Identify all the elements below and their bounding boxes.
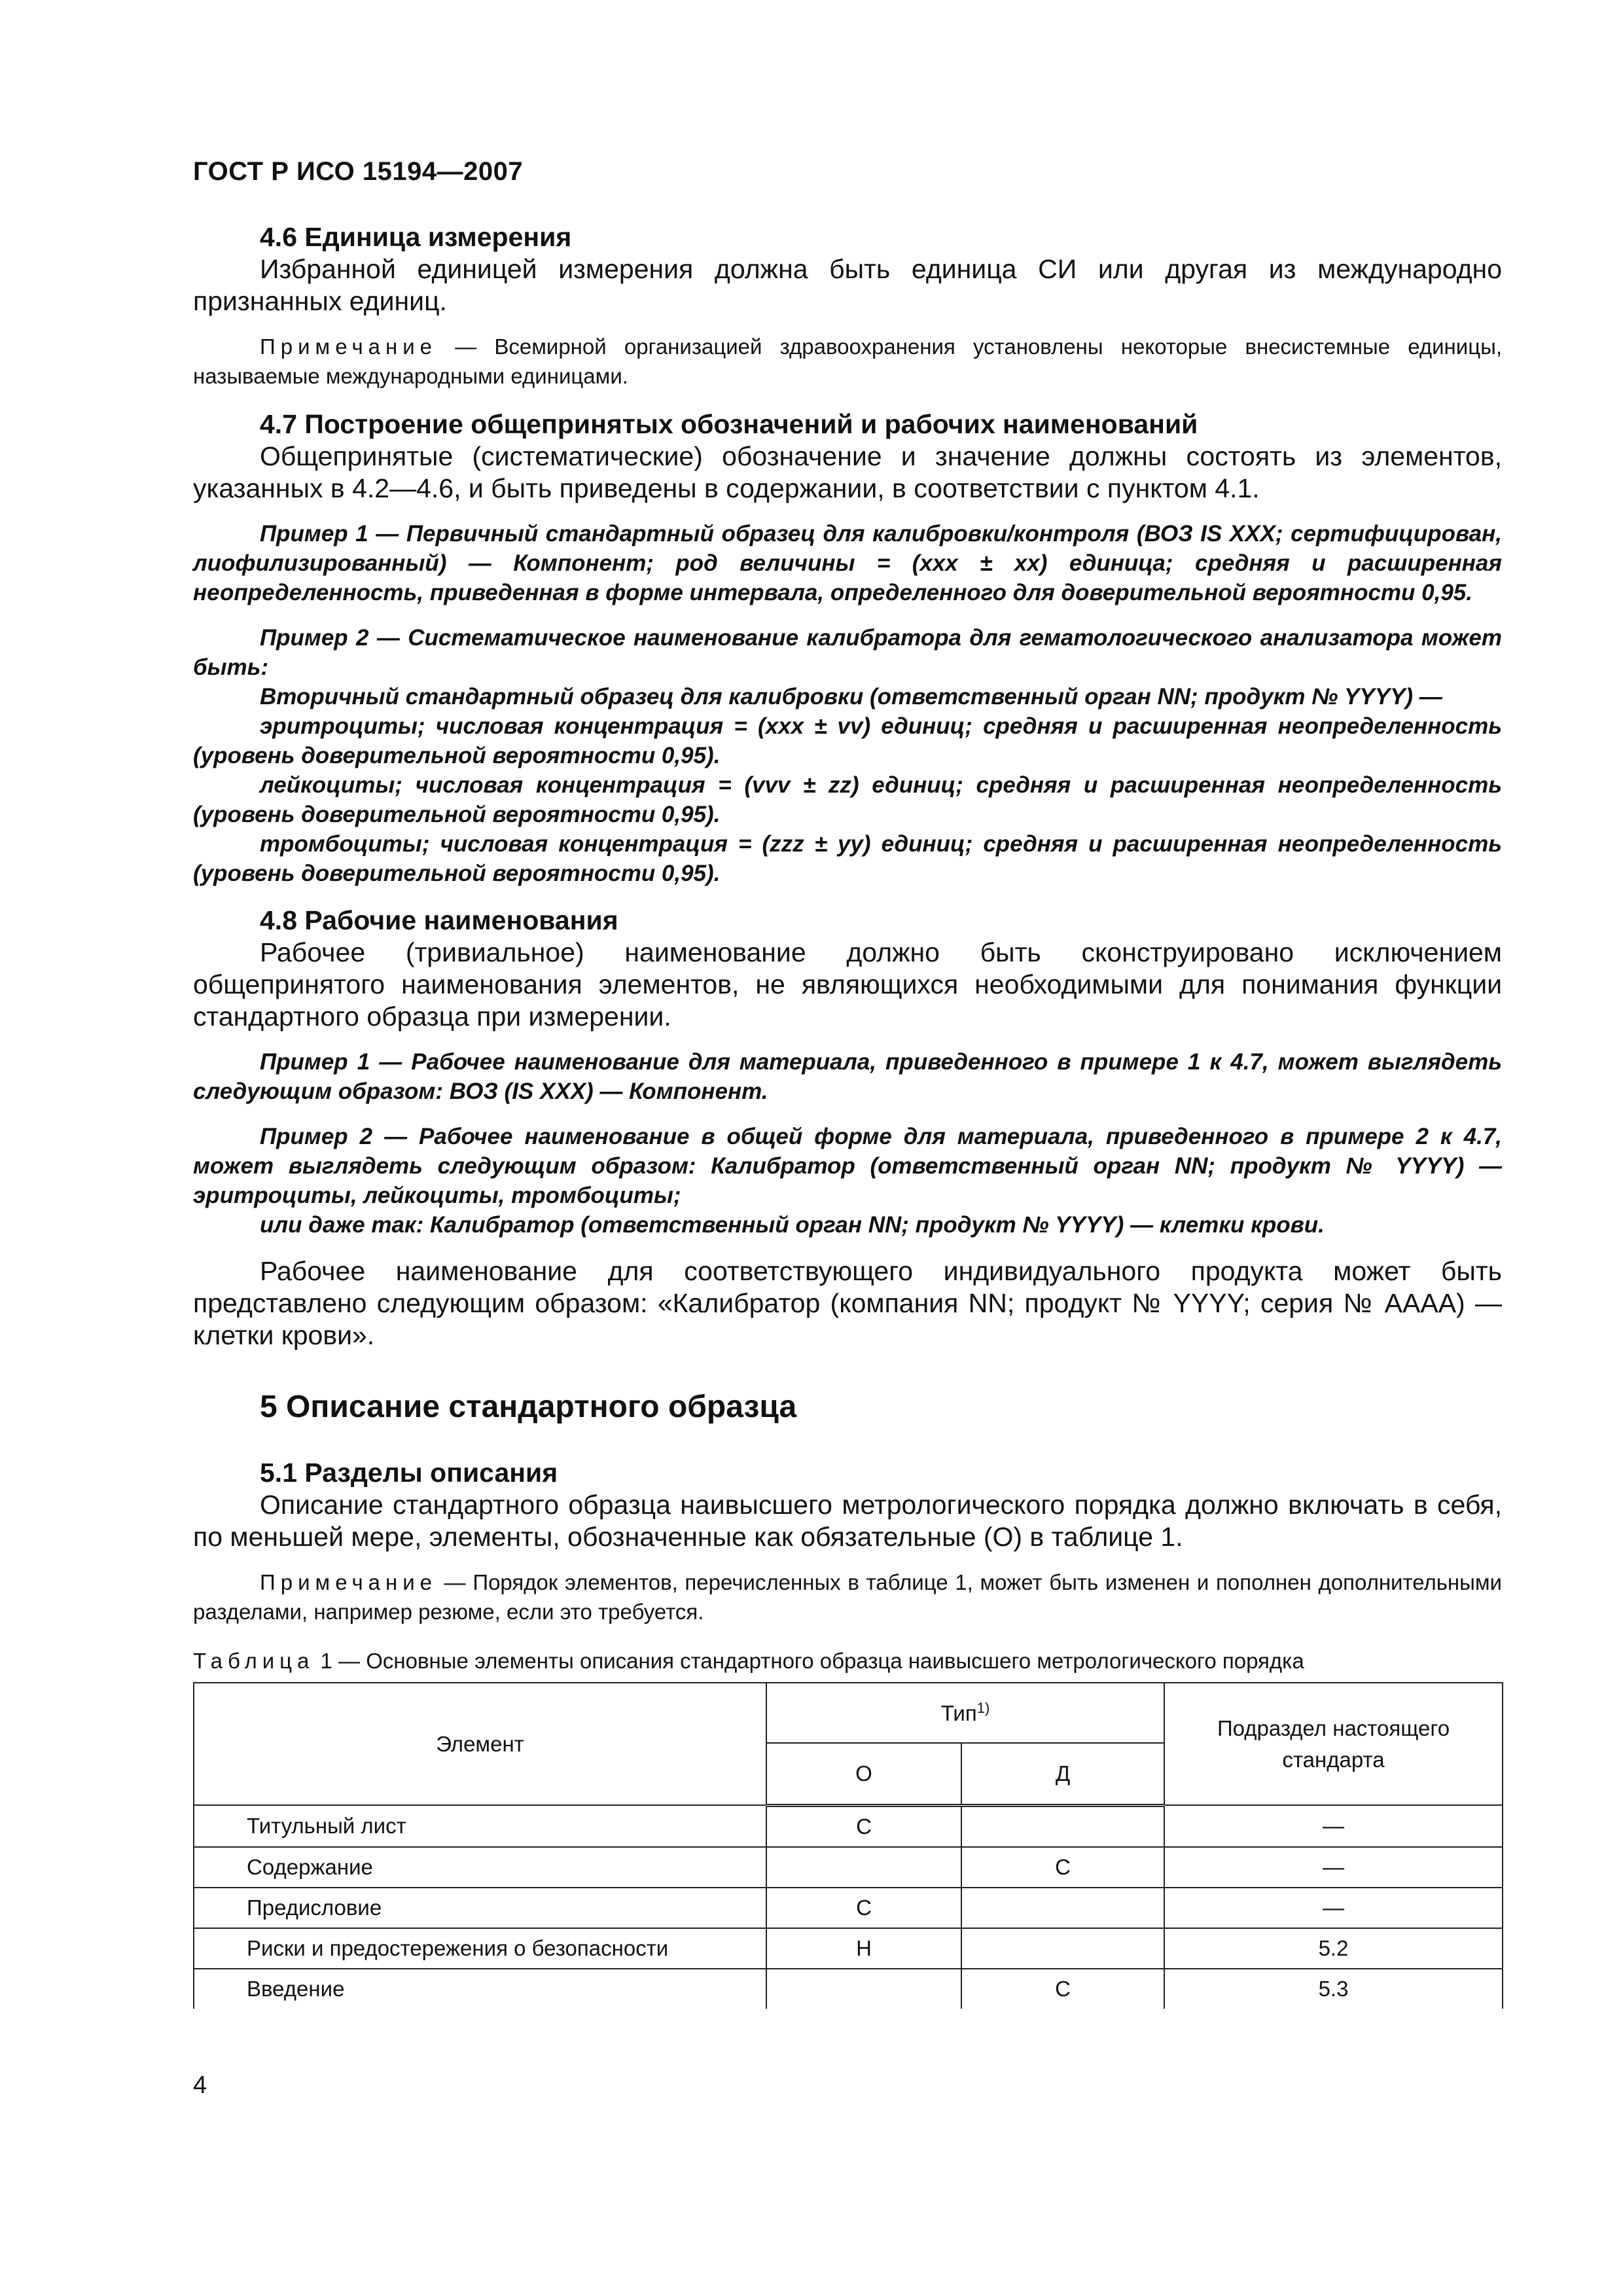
section-4-8-paragraph: Рабочее (тривиальное) наименование должно быть сконструировано исключением общепринятого наименования элементов, не являющихся необходимыми для понимания функции стандартного образца при измерении. (193, 937, 1502, 1031)
cell-o (766, 1847, 961, 1888)
table-row (194, 1969, 1503, 2009)
table-row (194, 1928, 1503, 1969)
section-4-7-example-2-line: лейкоциты; числовая концентрация = (vvv ± zz) единиц; средняя и расширенная неопределенность (уровень доверительной вероятности 0,95). (193, 772, 1502, 827)
section-4-6-paragraph: Избранной единицей измерения должна быть единица СИ или другая из международно признанных единиц. (193, 254, 1502, 316)
cell-subsection: 5.2 (1164, 1928, 1503, 1969)
table-row (194, 1847, 1503, 1888)
note-label: Примечание (260, 334, 438, 359)
table-row (194, 1805, 1503, 1847)
cell-element: Введение (194, 1969, 766, 2009)
cell-subsection: — (1164, 1805, 1503, 1847)
cell-o: С (766, 1888, 961, 1928)
table-1 (193, 1682, 1503, 2009)
cell-o: С (766, 1805, 961, 1847)
section-4-7-heading: 4.7 Построение общепринятых обозначений и рабочих наименований (260, 409, 1198, 439)
section-4-6-heading: 4.6 Единица измерения (260, 222, 572, 252)
cell-o: Н (766, 1928, 961, 1969)
section-5-1-paragraph: Описание стандартного образца наивысшего метрологического порядка должно включать в себя, по меньшей мере, элементы, обозначенные как обязательные (О) в таблице 1. (193, 1490, 1502, 1552)
table-caption-text: 1 — Основные элементы описания стандартного образца наивысшего метрологического порядка (314, 1649, 1304, 1673)
table-1-caption (193, 1646, 1502, 1676)
column-header-o: О (766, 1743, 961, 1805)
cell-element: Титульный лист (194, 1805, 766, 1847)
cell-d (961, 1805, 1164, 1847)
table-row (194, 1888, 1503, 1928)
cell-element: Содержание (194, 1847, 766, 1888)
cell-d: С (961, 1847, 1164, 1888)
document-page (193, 157, 1502, 2009)
cell-d (961, 1888, 1164, 1928)
section-4-7-paragraph: Общепринятые (систематические) обозначение и значение должны состоять из элементов, указанных в 4.2—4.6, и быть приведены в содержании, в соответствии с пунктом 4.1. (193, 441, 1502, 503)
column-header-subsection: Подраздел настоящего стандарта (1164, 1683, 1503, 1805)
note-text: — Всемирной организацией здравоохранения установлены некоторые внесистемные единицы, называемые международными единицами. (193, 334, 1502, 388)
section-4-8-example-1: Пример 1 — Рабочее наименование для материала, приведенного в примере 1 к 4.7, может выглядеть следующим образом: ВОЗ (IS XXX) — Компонент. (193, 1049, 1502, 1104)
section-4-8-example-2-line: или даже так: Калибратор (ответственный орган NN; продукт № YYYY) — клетки крови. (260, 1212, 1325, 1238)
cell-d (961, 1928, 1164, 1969)
section-5-heading: 5 Описание стандартного образца (260, 1390, 797, 1424)
cell-element: Предисловие (194, 1888, 766, 1928)
document-id: ГОСТ Р ИСО 15194—2007 (193, 157, 524, 186)
cell-o (766, 1969, 961, 2009)
cell-subsection: — (1164, 1847, 1503, 1888)
section-4-7-example-2-line: Пример 2 — Систематическое наименование калибратора для гематологического анализатора может быть: (193, 625, 1502, 680)
column-header-type-label: Тип (940, 1701, 977, 1725)
section-4-7-example-2-line: тромбоциты; числовая концентрация = (zzz ± yy) единиц; средняя и расширенная неопределенность (уровень доверительной вероятности 0,95). (193, 831, 1502, 886)
section-4-8-paragraph-2: Рабочее наименование для соответствующего индивидуального продукта может быть представлено следующим образом: «Калибратор (компания NN; продукт № YYYY; серия № AAAA) — клетки крови». (193, 1256, 1502, 1350)
note-label: Примечание (260, 1570, 438, 1594)
section-4-7-example-2-line: Вторичный стандартный образец для калибровки (ответственный орган NN; продукт № YYYY) — (260, 684, 1442, 709)
table-caption-label: Таблица (193, 1649, 315, 1673)
section-4-8-heading: 4.8 Рабочие наименования (260, 905, 618, 935)
note-text: — Порядок элементов, перечисленных в таблице 1, может быть изменен и пополнен дополнительными разделами, например резюме, если это требуется. (193, 1570, 1502, 1624)
column-header-type (766, 1683, 1164, 1743)
section-5-1-heading: 5.1 Разделы описания (260, 1458, 558, 1488)
cell-subsection: 5.3 (1164, 1969, 1503, 2009)
section-4-6-note (193, 332, 1502, 391)
cell-d: С (961, 1969, 1164, 2009)
footnote-marker: 1) (976, 1700, 990, 1716)
column-header-d: Д (961, 1743, 1164, 1805)
section-5-1-note (193, 1568, 1502, 1626)
section-4-7-example-1: Пример 1 — Первичный стандартный образец для калибровки/контроля (ВОЗ IS XXX; сертифицирован, лиофилизированный) — Компонент; род величины = (xxx ± xx) единица; средняя и расширенная неопределенность, приведенная в форме интервала, определенного для доверительной вероятности 0,95. (193, 521, 1502, 605)
column-header-element: Элемент (194, 1683, 766, 1805)
cell-subsection: — (1164, 1888, 1503, 1928)
cell-element: Риски и предостережения о безопасности (194, 1928, 766, 1969)
section-4-8-example-2-line: Пример 2 — Рабочее наименование в общей форме для материала, приведенного в примере 2 к 4.7, может выглядеть следующим образом: Калибратор (ответственный орган NN; продукт № YYYY) — эритроциты, лейкоциты, тромбоциты; (193, 1124, 1502, 1208)
page-number: 4 (193, 2072, 207, 2099)
section-4-7-example-2-line: эритроциты; числовая концентрация = (xxx ± vv) единиц; средняя и расширенная неопределенность (уровень доверительной вероятности 0,95). (193, 713, 1502, 768)
